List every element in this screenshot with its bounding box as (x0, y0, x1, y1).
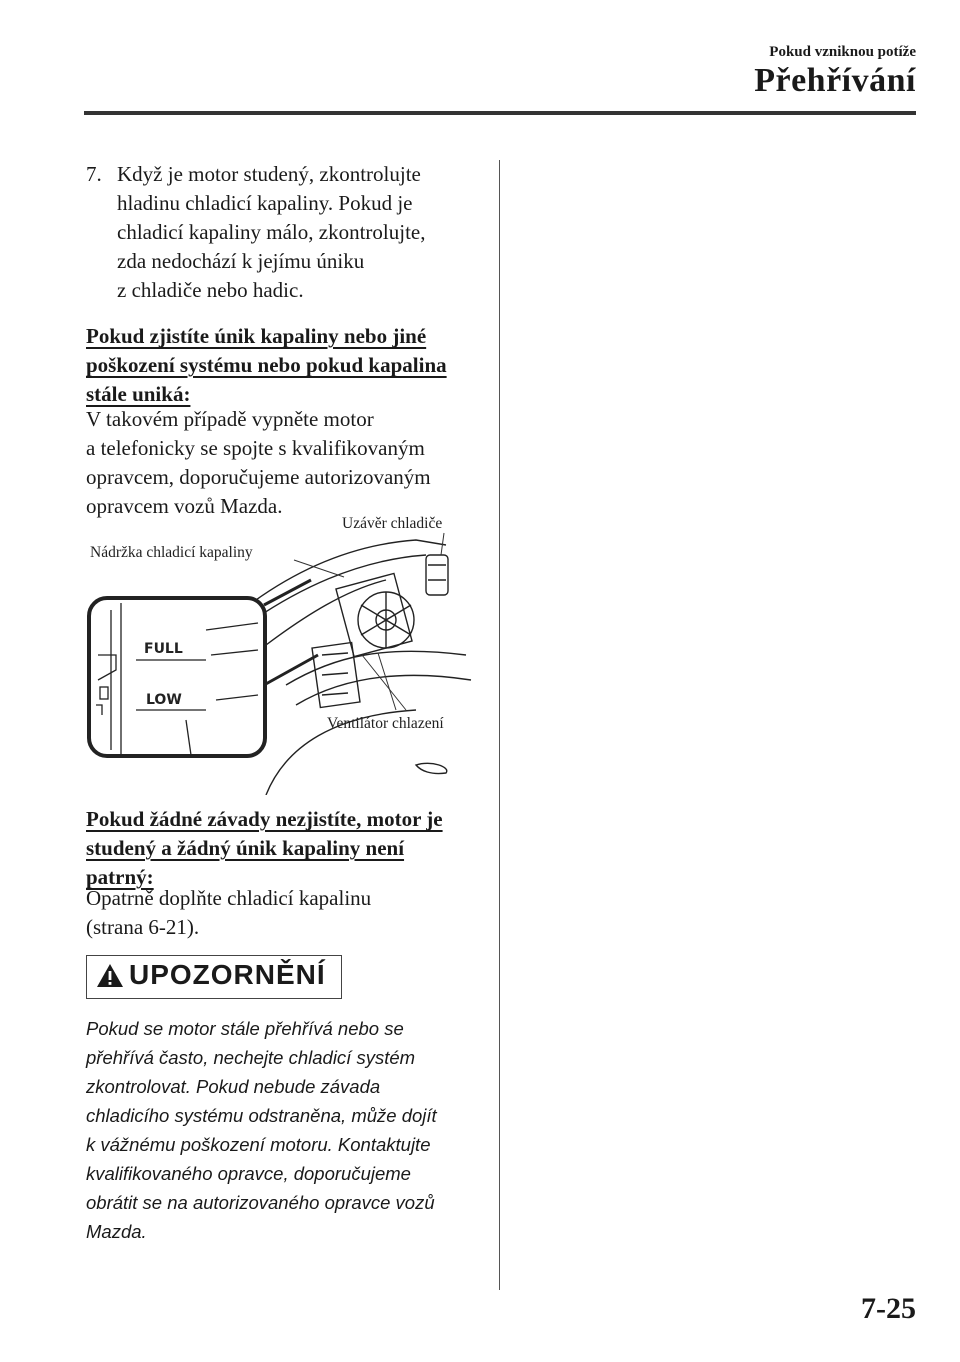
label-coolant-reservoir: Nádržka chladicí kapaliny (90, 544, 253, 561)
body-line: V takovém případě vypněte motor (86, 407, 374, 431)
page-number: 7-25 (861, 1292, 916, 1325)
heading-line: stále uniká: (86, 382, 191, 406)
warning-line: k vážnému poškození motoru. Kontaktujte (86, 1134, 431, 1155)
body-line: opravcem, doporučujeme autorizovaným (86, 465, 431, 489)
heading-line: patrný: (86, 865, 154, 889)
warning-text (86, 1014, 486, 1246)
warning-line: obrátit se na autorizovaného opravce vozů (86, 1192, 435, 1213)
step-line: zda nedochází k jejímu úniku (117, 249, 365, 273)
step-line: z chladiče nebo hadic. (117, 278, 304, 302)
body-line: opravcem vozů Mazda. (86, 494, 283, 518)
warning-line: Pokud se motor stále přehřívá nebo se (86, 1018, 404, 1039)
heading-line: Pokud zjistíte únik kapaliny nebo jiné (86, 324, 427, 348)
column-divider (499, 160, 500, 1290)
engine-bay-illustration (86, 505, 476, 795)
header-divider (84, 111, 916, 115)
section-name: Pokud vzniknou potíže (769, 44, 916, 60)
warning-triangle-icon (95, 961, 125, 991)
body-line: a telefonicky se spojte s kvalifikovaným (86, 436, 425, 460)
warning-line: Mazda. (86, 1221, 147, 1242)
step-number: 7. (86, 162, 102, 186)
step-7 (86, 160, 486, 305)
warning-line: přehřívá často, nechejte chladicí systém (86, 1047, 416, 1068)
leak-body (86, 405, 486, 521)
step-line: hladinu chladicí kapaliny. Pokud je (117, 191, 413, 215)
warning-box (86, 955, 342, 999)
warning-line: chladicího systému odstraněna, může dojít (86, 1105, 437, 1126)
step-line: chladicí kapaliny málo, zkontrolujte, (117, 220, 426, 244)
page-title: Přehřívání (754, 62, 916, 99)
body-line: (strana 6-21). (86, 915, 200, 939)
warning-line: zkontrolovat. Pokud nebude závada (86, 1076, 381, 1097)
ok-heading (86, 805, 486, 892)
warning-line: kvalifikovaného opravce, doporučujeme (86, 1163, 411, 1184)
heading-line: Pokud žádné závady nezjistíte, motor je (86, 807, 443, 831)
ok-body (86, 884, 486, 942)
heading-line: poškození systému nebo pokud kapalina (86, 353, 447, 377)
step-line: Když je motor studený, zkontrolujte (117, 162, 421, 186)
label-radiator-cap: Uzávěr chladiče (342, 515, 443, 532)
step-text (117, 160, 486, 305)
label-cooling-fan: Ventilátor chlazení (327, 715, 444, 732)
heading-line: studený a žádný únik kapaliny není (86, 836, 405, 860)
low-mark: LOW (146, 692, 182, 708)
body-line: Opatrně doplňte chladicí kapalinu (86, 886, 372, 910)
warning-title: UPOZORNĚNÍ (129, 959, 326, 990)
full-mark: FULL (144, 641, 183, 657)
leak-heading (86, 322, 486, 409)
